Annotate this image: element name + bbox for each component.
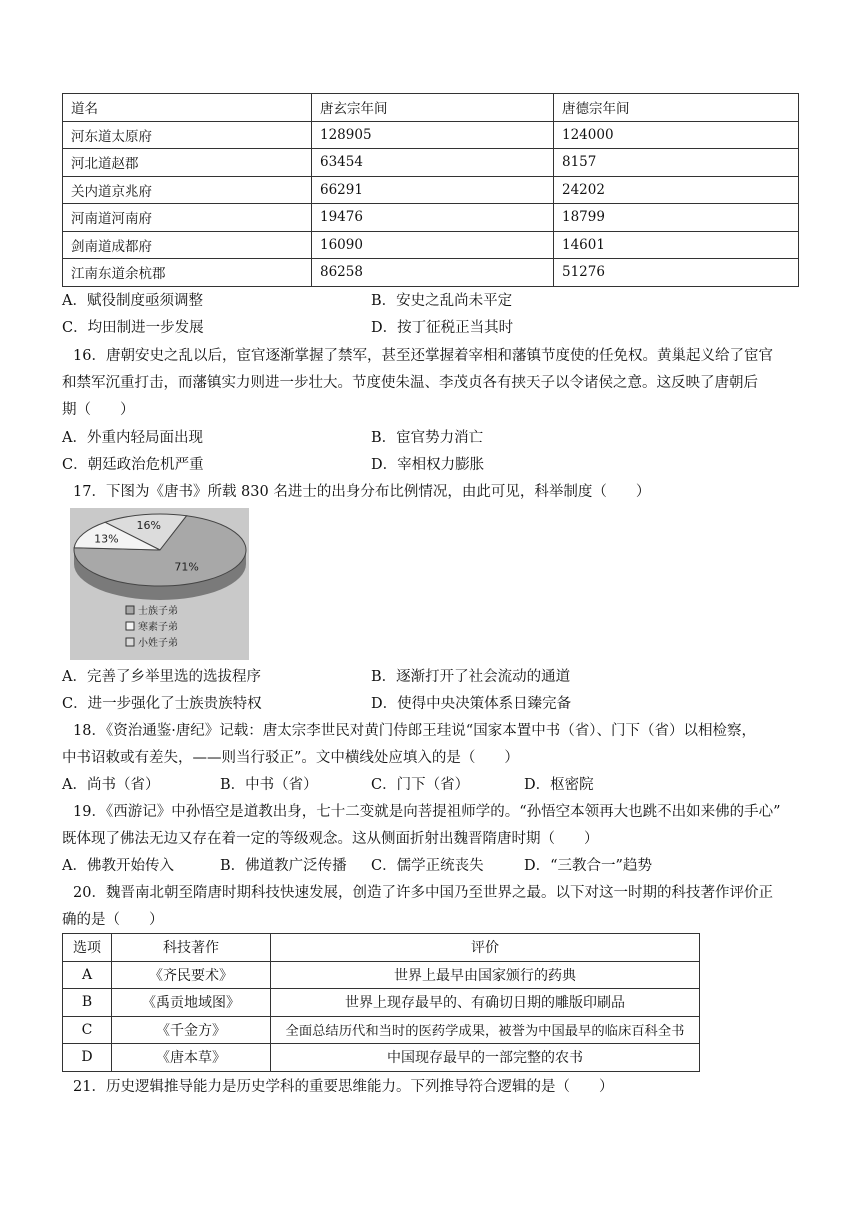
legend-label: 寒素子弟 — [138, 622, 178, 633]
option-b[interactable]: B．安史之乱尚未平定 — [371, 293, 513, 309]
pie-chart — [70, 508, 249, 660]
legend-swatch — [126, 622, 134, 630]
table-cell: 全面总结历代和当时的医药学成果，被誉为中国最早的临床百科全书 — [271, 1016, 700, 1044]
option-c[interactable]: C．进一步强化了士族贵族特权 — [62, 696, 262, 712]
pie-slice-label: 13% — [94, 532, 119, 546]
legend-label: 小姓子弟 — [138, 638, 178, 649]
table-cell: 18799 — [554, 204, 799, 232]
table-cell: 86258 — [312, 259, 554, 287]
table-cell: 河南道河南府 — [63, 204, 312, 232]
table-cell: 19476 — [312, 204, 554, 232]
table-row — [63, 149, 799, 177]
table-cell: D — [63, 1044, 112, 1072]
option-d[interactable]: D．宰相权力膨胀 — [371, 457, 485, 473]
tech-works-table — [62, 933, 700, 1072]
pie-slice-label: 71% — [174, 560, 199, 574]
table-header-cell: 评价 — [271, 934, 700, 962]
table-cell: 中国现存最早的一部完整的农书 — [271, 1044, 700, 1072]
option-d[interactable]: D．按丁征税正当其时 — [371, 320, 514, 336]
table-cell: 江南东道余杭郡 — [63, 259, 312, 287]
legend-swatch — [126, 638, 134, 646]
option-b[interactable]: B．佛道教广泛传播 — [220, 858, 347, 874]
table-cell: C — [63, 1016, 112, 1044]
question-18-text: 中书诏敕或有差失，——则当行驳正”。文中横线处应填入的是（ ） — [62, 750, 519, 766]
question-16-text: 期（ ） — [62, 402, 135, 418]
question-19-text: 既体现了佛法无边又存在着一定的等级观念。这从侧面折射出魏晋隋唐时期（ ） — [62, 831, 599, 847]
table-cell: 河北道赵郡 — [63, 149, 312, 177]
table-cell: 《禹贡地域图》 — [112, 989, 271, 1017]
table-cell: 51276 — [554, 259, 799, 287]
table-row — [63, 989, 700, 1017]
option-a[interactable]: A．外重内轻局面出现 — [62, 430, 203, 446]
option-d[interactable]: D．使得中央决策体系日臻完备 — [371, 696, 572, 712]
table-row — [63, 259, 799, 287]
table-cell: 124000 — [554, 121, 799, 149]
option-c[interactable]: C．朝廷政治危机严重 — [62, 457, 204, 473]
population-table — [62, 93, 799, 287]
pie-slice-label: 16% — [136, 519, 161, 533]
table-cell: 63454 — [312, 149, 554, 177]
option-a[interactable]: A．佛教开始传入 — [62, 858, 174, 874]
option-a[interactable]: A．尚书（省） — [62, 777, 160, 793]
table-row — [63, 231, 799, 259]
table-row — [63, 121, 799, 149]
table-header-cell: 唐德宗年间 — [554, 94, 799, 122]
pie-chart-image — [70, 508, 249, 660]
table-header-cell: 唐玄宗年间 — [312, 94, 554, 122]
option-c[interactable]: C．门下（省） — [371, 777, 470, 793]
table-cell: 14601 — [554, 231, 799, 259]
table-header-cell: 选项 — [63, 934, 112, 962]
legend-label: 士族子弟 — [138, 606, 178, 617]
table-cell: 剑南道成都府 — [63, 231, 312, 259]
option-a[interactable]: A．完善了乡举里选的选拔程序 — [62, 669, 261, 685]
table-cell: 河东道太原府 — [63, 121, 312, 149]
table-cell: 《齐民要术》 — [112, 961, 271, 989]
question-16-text: 和禁军沉重打击，而藩镇实力则进一步壮大。节度使朱温、李茂贞各有挟天子以令诸侯之意。这反映了唐朝后 — [62, 375, 758, 391]
option-b[interactable]: B．逐渐打开了社会流动的通道 — [371, 669, 571, 685]
option-a[interactable]: A．赋役制度亟须调整 — [62, 293, 203, 309]
question-18-text: 18．《资治通鉴·唐纪》记载：唐太宗李世民对黄门侍郎王珪说“国家本置中书（省）、门下（省）以相检察， — [73, 723, 756, 739]
table-cell: 8157 — [554, 149, 799, 177]
option-d[interactable]: D．“三教合一”趋势 — [524, 858, 652, 874]
table-cell: B — [63, 989, 112, 1017]
table-row — [63, 204, 799, 232]
option-c[interactable]: C．均田制进一步发展 — [62, 320, 204, 336]
legend-swatch — [126, 606, 134, 614]
option-c[interactable]: C．儒学正统丧失 — [371, 858, 484, 874]
table-cell: 《唐本草》 — [112, 1044, 271, 1072]
question-17-text: 17．下图为《唐书》所载 830 名进士的出身分布比例情况，由此可见，科举制度（ ） — [73, 484, 651, 500]
table-cell: 16090 — [312, 231, 554, 259]
question-20-text: 20．魏晋南北朝至隋唐时期科技快速发展，创造了许多中国乃至世界之最。以下对这一时期的科技著作评价正 — [73, 885, 773, 901]
table-cell: 世界上现存最早的、有确切日期的雕版印刷品 — [271, 989, 700, 1017]
table-cell: 66291 — [312, 176, 554, 204]
table-cell: 24202 — [554, 176, 799, 204]
table-header-cell: 道名 — [63, 94, 312, 122]
question-20-text: 确的是（ ） — [62, 912, 164, 928]
table-row — [63, 1016, 700, 1044]
table-header-cell: 科技著作 — [112, 934, 271, 962]
question-19-text: 19．《西游记》中孙悟空是道教出身，七十二变就是向菩提祖师学的。“孙悟空本领再大也跳不出如来佛的手心” — [73, 804, 781, 820]
question-21-text: 21．历史逻辑推导能力是历史学科的重要思维能力。下列推导符合逻辑的是（ ） — [73, 1079, 614, 1095]
table-cell: 关内道京兆府 — [63, 176, 312, 204]
table-cell: A — [63, 961, 112, 989]
table-cell: 128905 — [312, 121, 554, 149]
question-16-text: 16．唐朝安史之乱以后，宦官逐渐掌握了禁军，甚至还掌握着宰相和藩镇节度使的任免权。黄巢起义给了宦官 — [73, 348, 773, 364]
table-header-row — [63, 934, 700, 962]
option-b[interactable]: B．中书（省） — [220, 777, 318, 793]
table-row — [63, 176, 799, 204]
table-header-row — [63, 94, 799, 122]
option-b[interactable]: B．宦官势力消亡 — [371, 430, 484, 446]
table-cell: 《千金方》 — [112, 1016, 271, 1044]
table-row — [63, 1044, 700, 1072]
option-d[interactable]: D．枢密院 — [524, 777, 594, 793]
table-cell: 世界上最早由国家颁行的药典 — [271, 961, 700, 989]
table-row — [63, 961, 700, 989]
